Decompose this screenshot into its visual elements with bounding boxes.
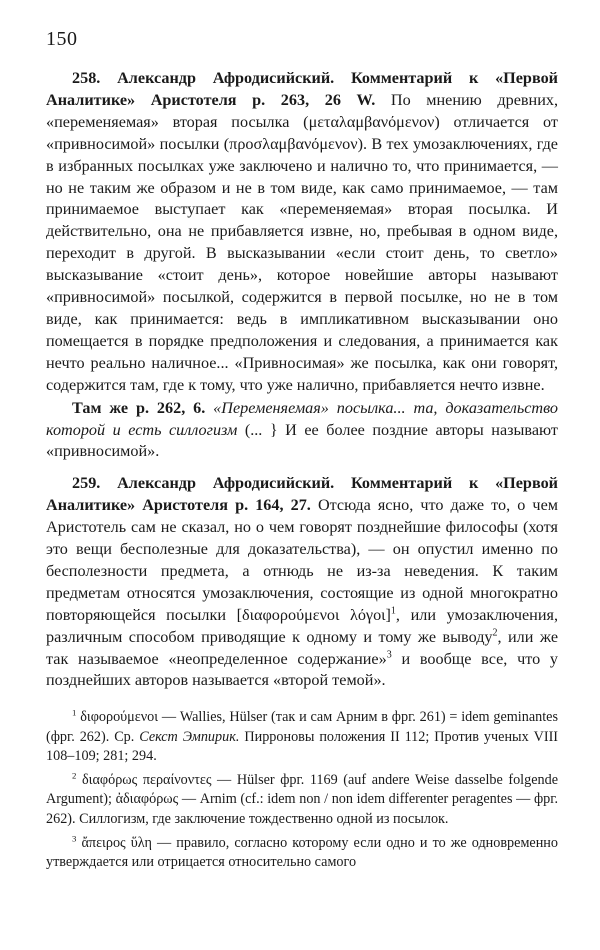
footnote-text: Пирроновы положения II 112; Против ученых VIII 108–109; 281; 294.: [46, 728, 559, 765]
section-text: По мнению древних, «переменяемая» вторая посылка (μεταλαμβανόμενον) отличается от «привносимой» посылки (προσλαμβανόμενον). В тех умозаключениях, где в избранных посылках уже заключено и налично то, что принимается, — но не таким же образом и не в том виде, как само принимаемое, — там принимаемое выступает как «переменяемая» вторая посылка. И действительно, она не прибавляется извне, но, пребывая в одном виде, переходит в другой. В высказывании «если стоит день, то светло» высказывание «стоит день», которое новейшие авторы называют «привносимой» посылкой, содержится в первой посылке, но не в том виде, как принимается: ведь в импликативном высказывании оно помещается в порядке предположения и следования, а принимается как нечто реально наличное... «Привносимая» же посылка, как они говорят, содержится там, где к тому, что уже налично, прибавляется нечто извне.: [46, 90, 558, 394]
section-258: [46, 68, 558, 397]
footnotes: [46, 708, 558, 877]
section-heading: Там же р. 262, 6.: [72, 398, 206, 417]
footnote-mark: 3: [72, 832, 77, 843]
footnote-text: διφορούμενοι — Wallies, Hülser (так и сам Арним в фрг. 261) = idem geminantes (фрг. 262). Ср.: [46, 709, 558, 745]
footnote-ref[interactable]: 3: [386, 649, 392, 661]
section-heading: 258. Александр Афродисийский. Комментарий к «Первой Аналитике» Аристотеля р. 263, 26 W.: [46, 69, 558, 109]
footnote-italic: Секст Эмпирик.: [139, 728, 240, 745]
section-heading: 259. Александр Афродисийский. Комментарий к «Первой Аналитике» Аристотеля р. 164, 27.: [46, 474, 558, 515]
page-number: 150: [46, 28, 78, 50]
section-ibid: [46, 398, 558, 464]
footnote-1: [46, 708, 558, 767]
section-text: , или умозаключения, различным способом приводящие к одному и тому же выводу: [46, 605, 558, 646]
section-text: , или же так называемое «неопределенное содержание»: [46, 627, 559, 668]
footnote-text: διαφόρως περαίνοντες — Hülser фрг. 1169 (auf andere Weise dasselbe folgende Argument); ἀδιαφόρως — Arnim (cf.: idem non / non idem differenter peragentes — фрг. 262). Силлогизм, где заключение тождественно одной из посылок.: [46, 771, 558, 827]
footnote-3: [46, 834, 558, 873]
footnote-mark: 1: [72, 707, 77, 718]
footnote-ref[interactable]: 2: [492, 627, 498, 639]
section-text: (... } И ее более поздние авторы называют «привносимой».: [46, 420, 558, 461]
footnote-mark: 2: [72, 770, 77, 781]
section-259: [46, 473, 558, 692]
section-text: Отсюда ясно, что даже то, о чем Аристотель сам не сказал, но о чем говорят позднейшие философы (хотя это вещи бесполезные для доказательства), — он опустил именно по бесполезности предмета, а отнюдь не из-за неведения. К таким предметам относятся умозаключения, состоящие из одной многократно повторяющейся посылки [διαφορούμενοι λόγοι]: [46, 496, 558, 624]
footnote-2: [46, 771, 558, 830]
footnote-ref[interactable]: 1: [390, 605, 396, 617]
footnote-text: ἄπειρος ὕλη — правило, согласно которому если одно и то же одновременно утверждается или отрицается относительно самого: [46, 834, 558, 871]
section-text: и вообще все, что у позднейших авторов называется «второй темой».: [46, 649, 558, 690]
main-text: [46, 68, 558, 692]
section-italic-text: «Переменяемая» посылка... та, доказательство которой и есть силлогизм: [46, 398, 558, 439]
